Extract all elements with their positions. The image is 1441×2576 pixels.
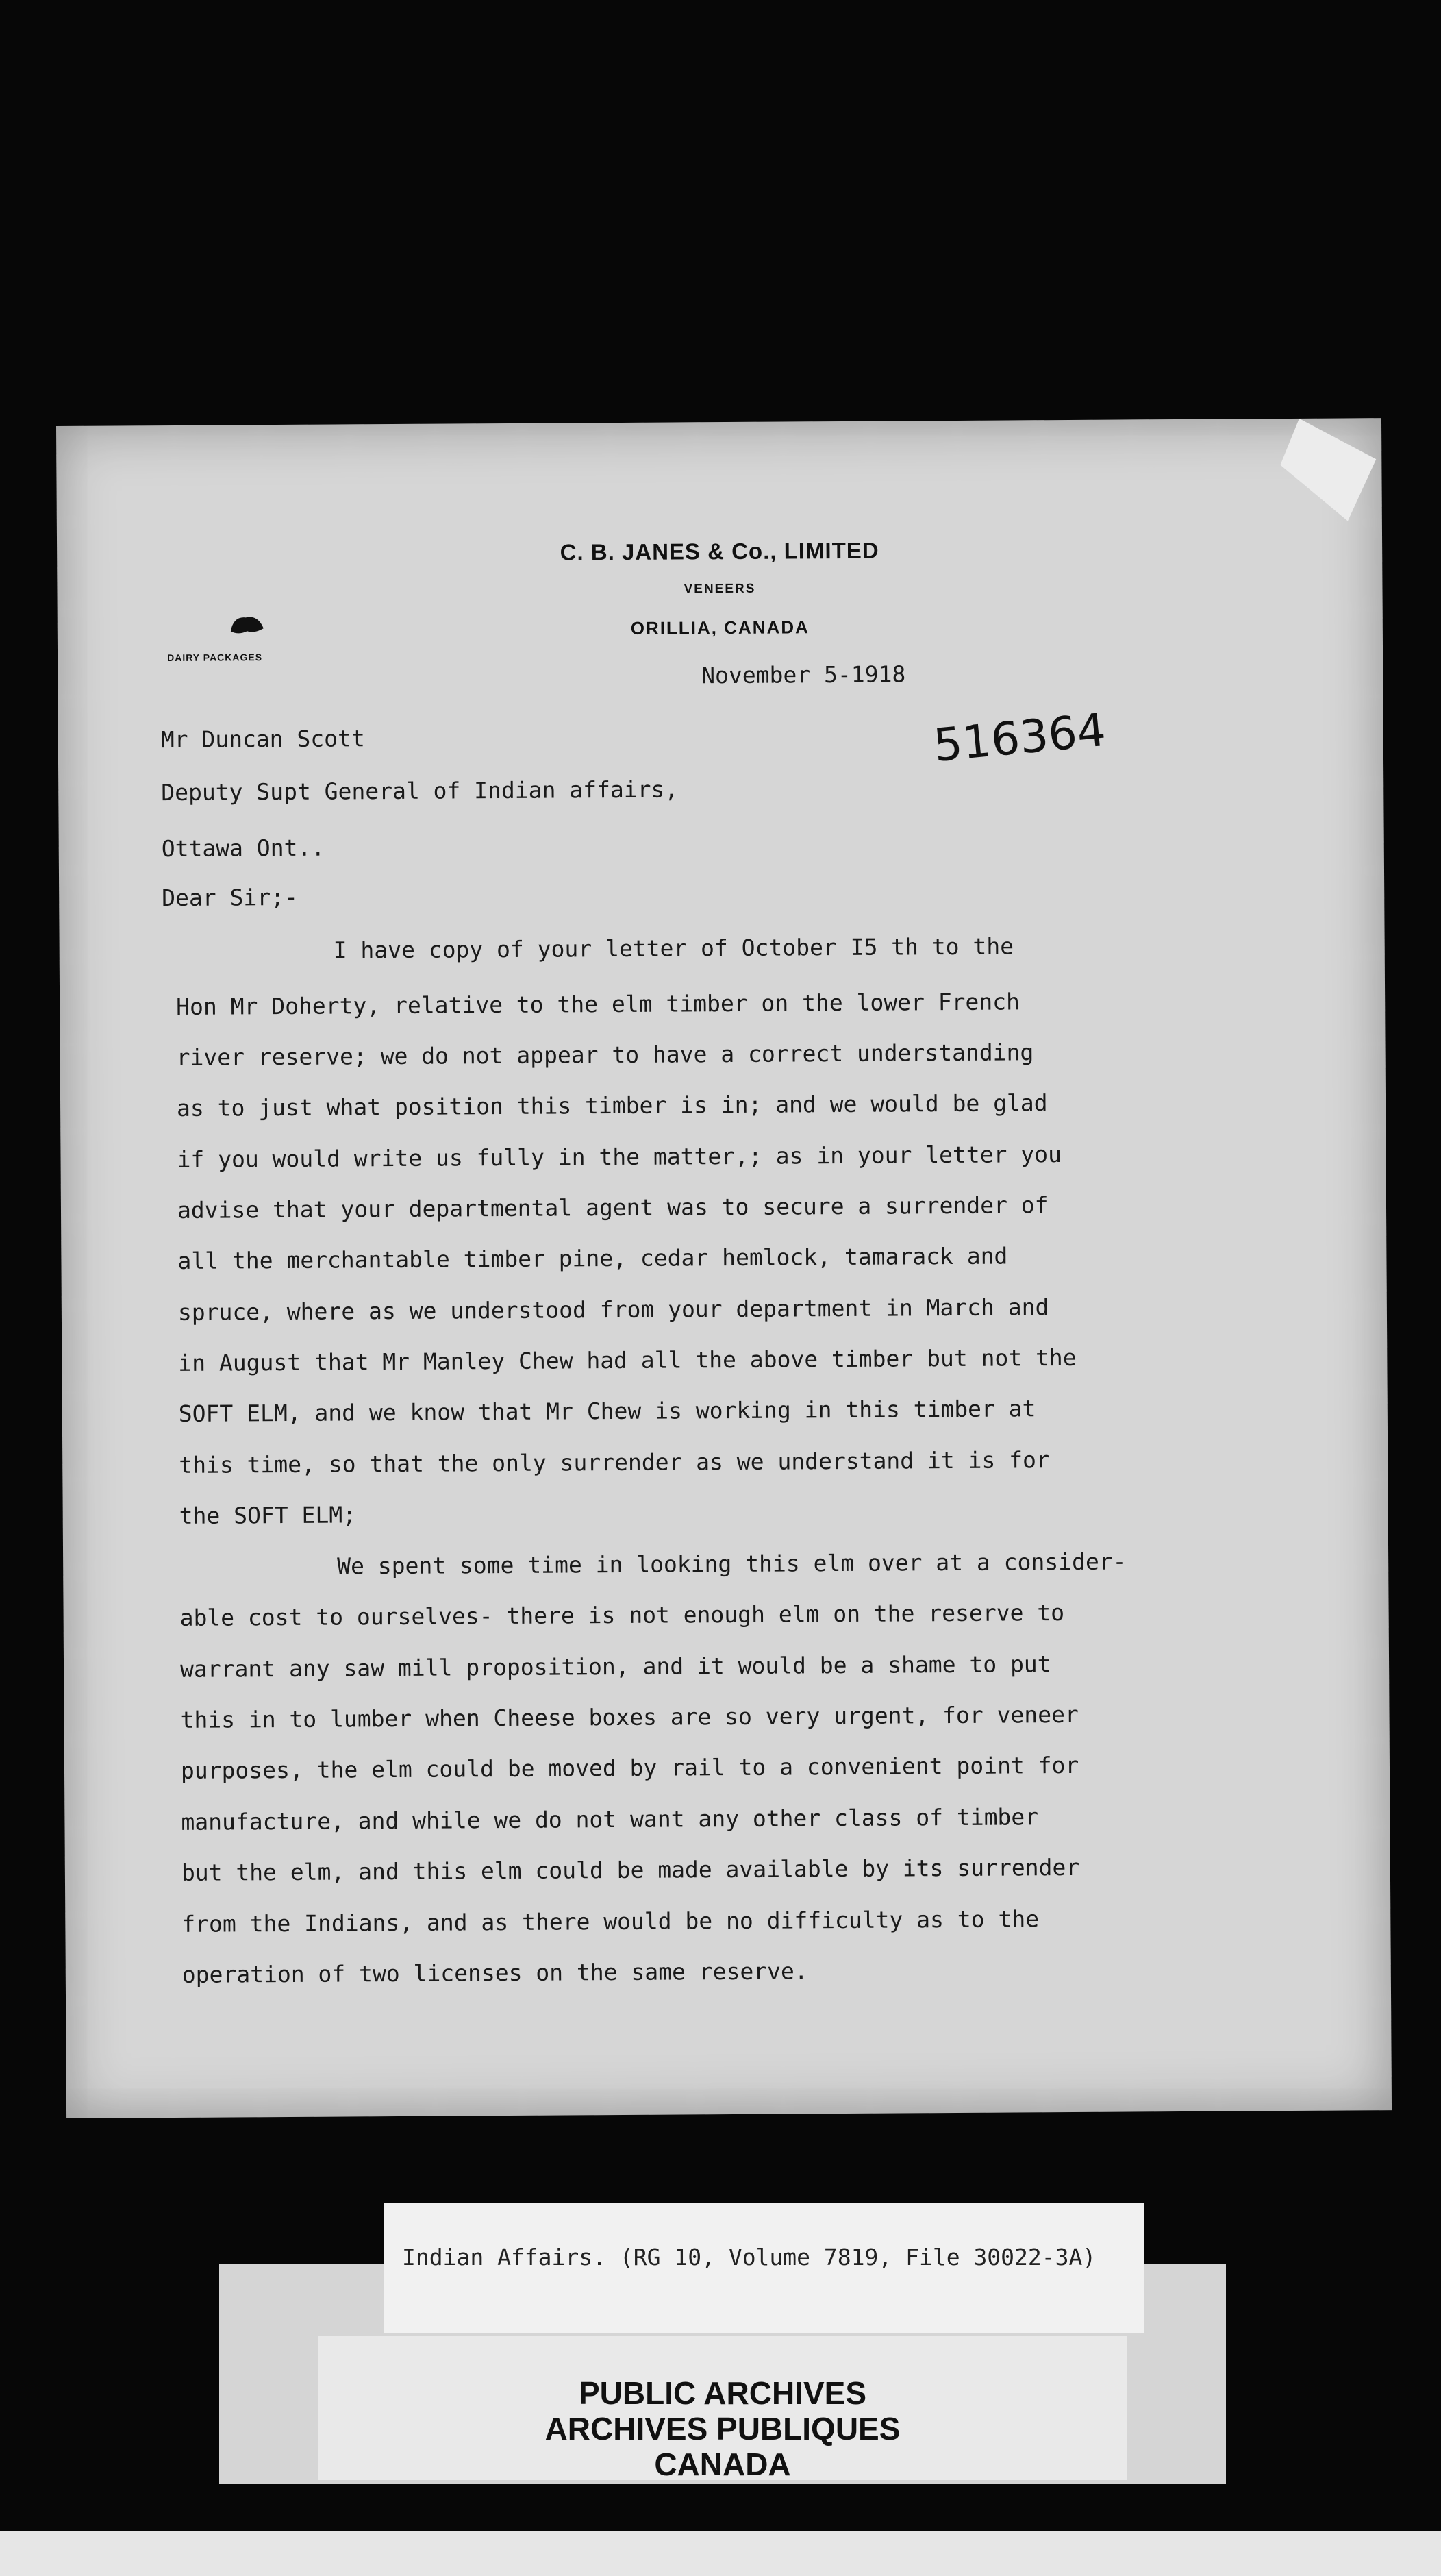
stamp-line: PUBLIC ARCHIVES [579, 2375, 866, 2411]
body-line: SOFT ELM, and we know that Mr Chew is working in this timber at [178, 1395, 1036, 1427]
archive-reference-label [384, 2203, 1144, 2333]
file-number: 516364 [931, 703, 1108, 772]
body-line: as to just what position this timber is in; and we would be glad [176, 1089, 1048, 1122]
salutation: Dear Sir;- [162, 883, 299, 912]
body-line: river reserve; we do not appear to have a correct understanding [176, 1039, 1034, 1071]
body-line: purposes, the elm could be moved by rail to a convenient point for [180, 1751, 1079, 1784]
body-line: manufacture, and while we do not want any other class of timber [181, 1803, 1039, 1835]
body-line: from the Indians, and as there would be no difficulty as to the [181, 1905, 1040, 1937]
body-line: I have copy of your letter of October I5 th to the [333, 932, 1014, 964]
stamp-line: ARCHIVES PUBLIQUES [544, 2411, 901, 2447]
address-line: Mr Duncan Scott [160, 725, 365, 754]
body-line: operation of two licenses on the same reserve. [181, 1957, 808, 1988]
body-line: Hon Mr Doherty, relative to the elm timber on the lower French [176, 988, 1020, 1020]
body-line: advise that your departmental agent was to secure a surrender of [177, 1191, 1049, 1224]
letter-date: November 5-1918 [701, 660, 906, 689]
body-line: this time, so that the only surrender as we understand it is for [179, 1446, 1050, 1478]
address-line: Deputy Supt General of Indian affairs, [161, 776, 679, 806]
letterhead-dairy-packages: DAIRY PACKAGES [167, 652, 263, 664]
body-line: but the elm, and this elm could be made available by its surrender [181, 1853, 1080, 1886]
film-border [0, 2531, 1441, 2576]
archive-reference: Indian Affairs. (RG 10, Volume 7819, File 30022-3A) [402, 2244, 1097, 2270]
letterhead-veneers: VENEERS [684, 581, 756, 597]
letterhead-city: ORILLIA, CANADA [630, 617, 810, 639]
dairy-logo-icon [227, 610, 268, 638]
body-line: the SOFT ELM; [179, 1501, 357, 1529]
address-line: Ottawa Ont.. [161, 834, 325, 863]
letterhead-company: C. B. JANES & Co., LIMITED [560, 537, 879, 565]
body-line: if you would write us fully in the matter,; as in your letter you [177, 1141, 1062, 1173]
body-line: this in to lumber when Cheese boxes are so very urgent, for veneer [180, 1700, 1079, 1733]
body-line: spruce, where as we understood from your department in March and [177, 1293, 1049, 1326]
stamp-line: CANADA [654, 2447, 791, 2482]
body-line: in August that Mr Manley Chew had all the above timber but not the [178, 1343, 1077, 1376]
body-line: We spent some time in looking this elm over at a consider- [337, 1548, 1127, 1580]
body-line: all the merchantable timber pine, cedar hemlock, tamarack and [177, 1242, 1008, 1274]
letter-sheet [56, 418, 1392, 2118]
folded-corner [1280, 418, 1377, 521]
body-line: warrant any saw mill proposition, and it would be a shame to put [179, 1650, 1051, 1683]
archive-stamp [318, 2336, 1127, 2480]
body-line: able cost to ourselves- there is not enough elm on the reserve to [179, 1599, 1065, 1631]
